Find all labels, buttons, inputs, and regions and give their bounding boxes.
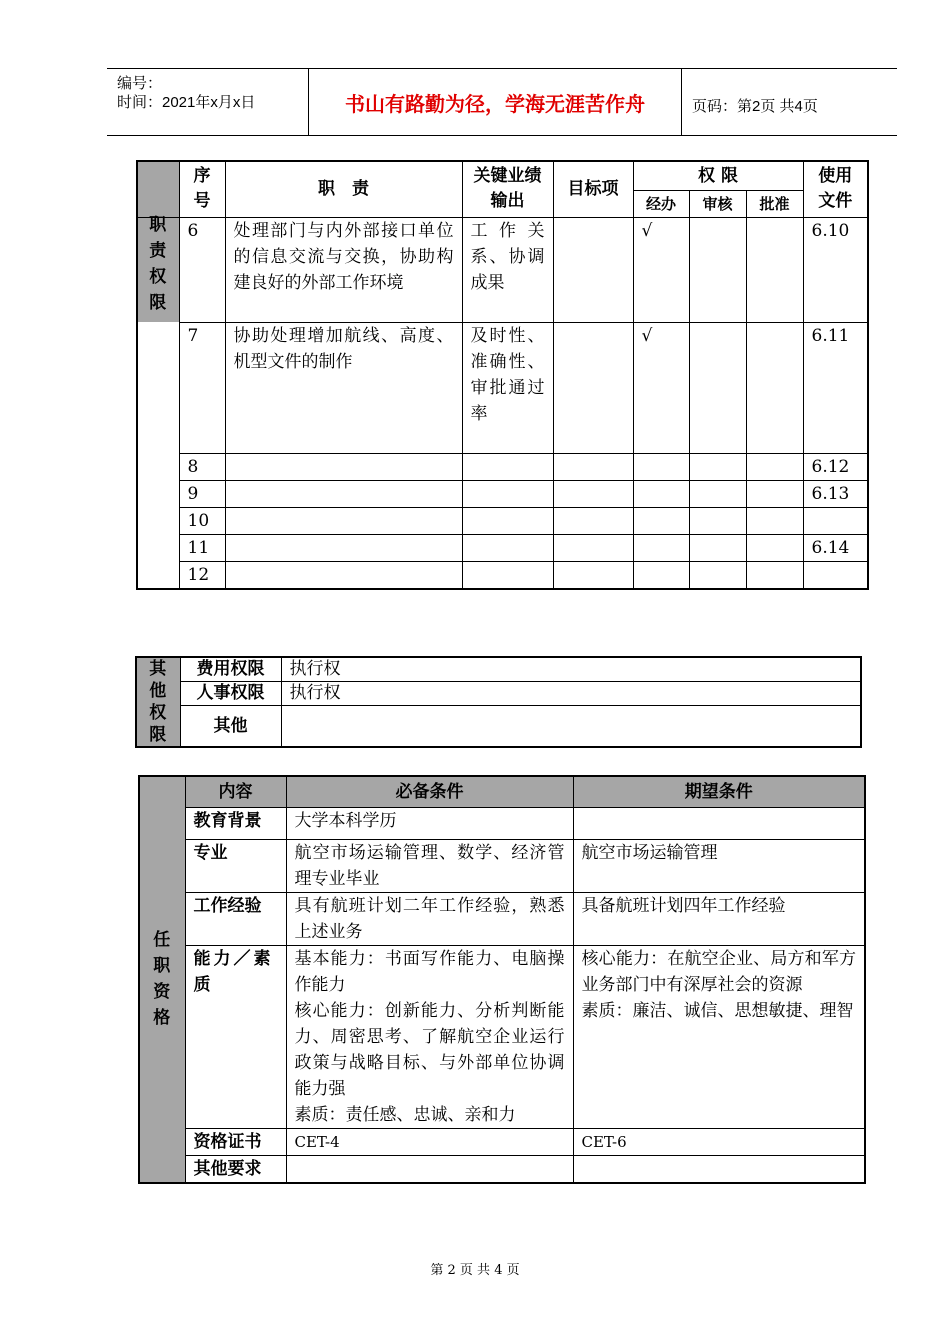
row-seq: 8 [179,453,225,480]
header-kpi: 关键业绩输出 [462,161,553,217]
qual-section-label: 任职资格 [139,776,185,1183]
motto-text: 书山有路勤为径，学海无涯苦作舟 [345,92,645,116]
row-seq: 7 [179,322,225,453]
other-authority-table [135,656,862,748]
row-review [689,507,746,534]
row-approve [746,534,803,561]
row-handle: √ [633,217,689,322]
code-label: 编号： [117,75,163,92]
row-duty [225,561,462,589]
row-handle [633,507,689,534]
row-target [553,534,633,561]
row-doc: 6.11 [803,322,868,453]
qual-header-content: 内容 [185,776,286,807]
row-handle [633,534,689,561]
row-handle [633,453,689,480]
row-duty: 处理部门与内外部接口单位的信息交流与交换，协助构建良好的外部工作环境 [225,217,462,322]
page-footer: 第 2 页 共 4 页 [430,1263,520,1278]
row-doc: 6.14 [803,534,868,561]
row-duty [225,534,462,561]
row-approve [746,322,803,453]
row-duty [225,507,462,534]
qual-desired: 具备航班计划四年工作经验 [573,892,865,945]
row-duty [225,480,462,507]
row-handle: √ [633,322,689,453]
header-handle: 经办 [633,190,689,217]
row-seq: 9 [179,480,225,507]
other-label: 人事权限 [180,681,281,705]
row-kpi [462,453,553,480]
qual-desired: CET-6 [573,1128,865,1155]
row-review [689,480,746,507]
row-seq: 10 [179,507,225,534]
row-doc: 6.13 [803,480,868,507]
qual-label: 能力／素质 [185,945,286,1128]
row-approve [746,507,803,534]
row-kpi [462,561,553,589]
row-kpi: 及时性、准确性、审批通过率 [462,322,553,453]
other-label: 其他 [180,706,281,747]
date-label: 时间：2021年x月x日 [117,94,256,111]
row-seq: 11 [179,534,225,561]
row-target [553,561,633,589]
header-divider-right [681,68,682,135]
row-doc [803,507,868,534]
header-authority: 权 限 [633,161,803,190]
qual-required: 具有航班计划二年工作经验，熟悉上述业务 [286,892,573,945]
row-review [689,322,746,453]
qual-label: 资格证书 [185,1128,286,1155]
row-approve [746,480,803,507]
qual-required [286,1155,573,1183]
qual-label: 教育背景 [185,807,286,839]
header-approve: 批准 [746,190,803,217]
qual-required: 大学本科学历 [286,807,573,839]
header-top-rule [107,68,897,69]
header-duty: 职 责 [225,161,462,217]
header-review: 审核 [689,190,746,217]
page-info: 页码：第2页 共4页 [692,98,818,115]
row-approve [746,217,803,322]
header-bottom-rule [107,135,897,136]
row-kpi [462,480,553,507]
header-docs: 使用文件 [803,161,868,217]
row-handle [633,480,689,507]
row-seq: 6 [179,217,225,322]
row-target [553,480,633,507]
row-review [689,453,746,480]
row-target [553,507,633,534]
qualification-table [138,775,866,1184]
qual-required: CET-4 [286,1128,573,1155]
other-label: 费用权限 [180,657,281,681]
other-section-label: 其他权限 [136,657,180,747]
row-review [689,561,746,589]
row-kpi [462,507,553,534]
row-target [553,322,633,453]
row-review [689,217,746,322]
row-approve [746,561,803,589]
row-doc: 6.10 [803,217,868,322]
duty-table [136,160,869,590]
row-duty [225,453,462,480]
qual-required: 基本能力：书面写作能力、电脑操作能力 核心能力：创新能力、分析判断能力、周密思考、了解航空企业运行政策与战略目标、与外部单位协调能力强 素质：责任感、忠诚、亲和力 [286,945,573,1128]
other-value: 执行权 [281,657,861,681]
duty-section-label-top [137,161,179,217]
row-review [689,534,746,561]
qual-header-required: 必备条件 [286,776,573,807]
row-target [553,217,633,322]
duty-section-blank [137,322,179,589]
qual-desired [573,807,865,839]
header-target: 目标项 [553,161,633,217]
duty-section-label: 职责权限 [137,217,179,322]
row-target [553,453,633,480]
qual-header-desired: 期望条件 [573,776,865,807]
row-doc: 6.12 [803,453,868,480]
header-seq: 序号 [179,161,225,217]
row-approve [746,453,803,480]
qual-desired: 航空市场运输管理 [573,839,865,892]
row-kpi [462,534,553,561]
row-duty: 协助处理增加航线、高度、机型文件的制作 [225,322,462,453]
other-value: 执行权 [281,681,861,705]
row-handle [633,561,689,589]
qual-desired: 核心能力：在航空企业、局方和军方业务部门中有深厚社会的资源 素质：廉洁、诚信、思想敏捷、理智 [573,945,865,1128]
other-value [281,706,861,747]
qual-desired [573,1155,865,1183]
row-doc [803,561,868,589]
qual-label: 工作经验 [185,892,286,945]
qual-required: 航空市场运输管理、数学、经济管理专业毕业 [286,839,573,892]
qual-label: 其他要求 [185,1155,286,1183]
row-kpi: 工作关系、协调成果 [462,217,553,322]
qual-label: 专业 [185,839,286,892]
row-seq: 12 [179,561,225,589]
